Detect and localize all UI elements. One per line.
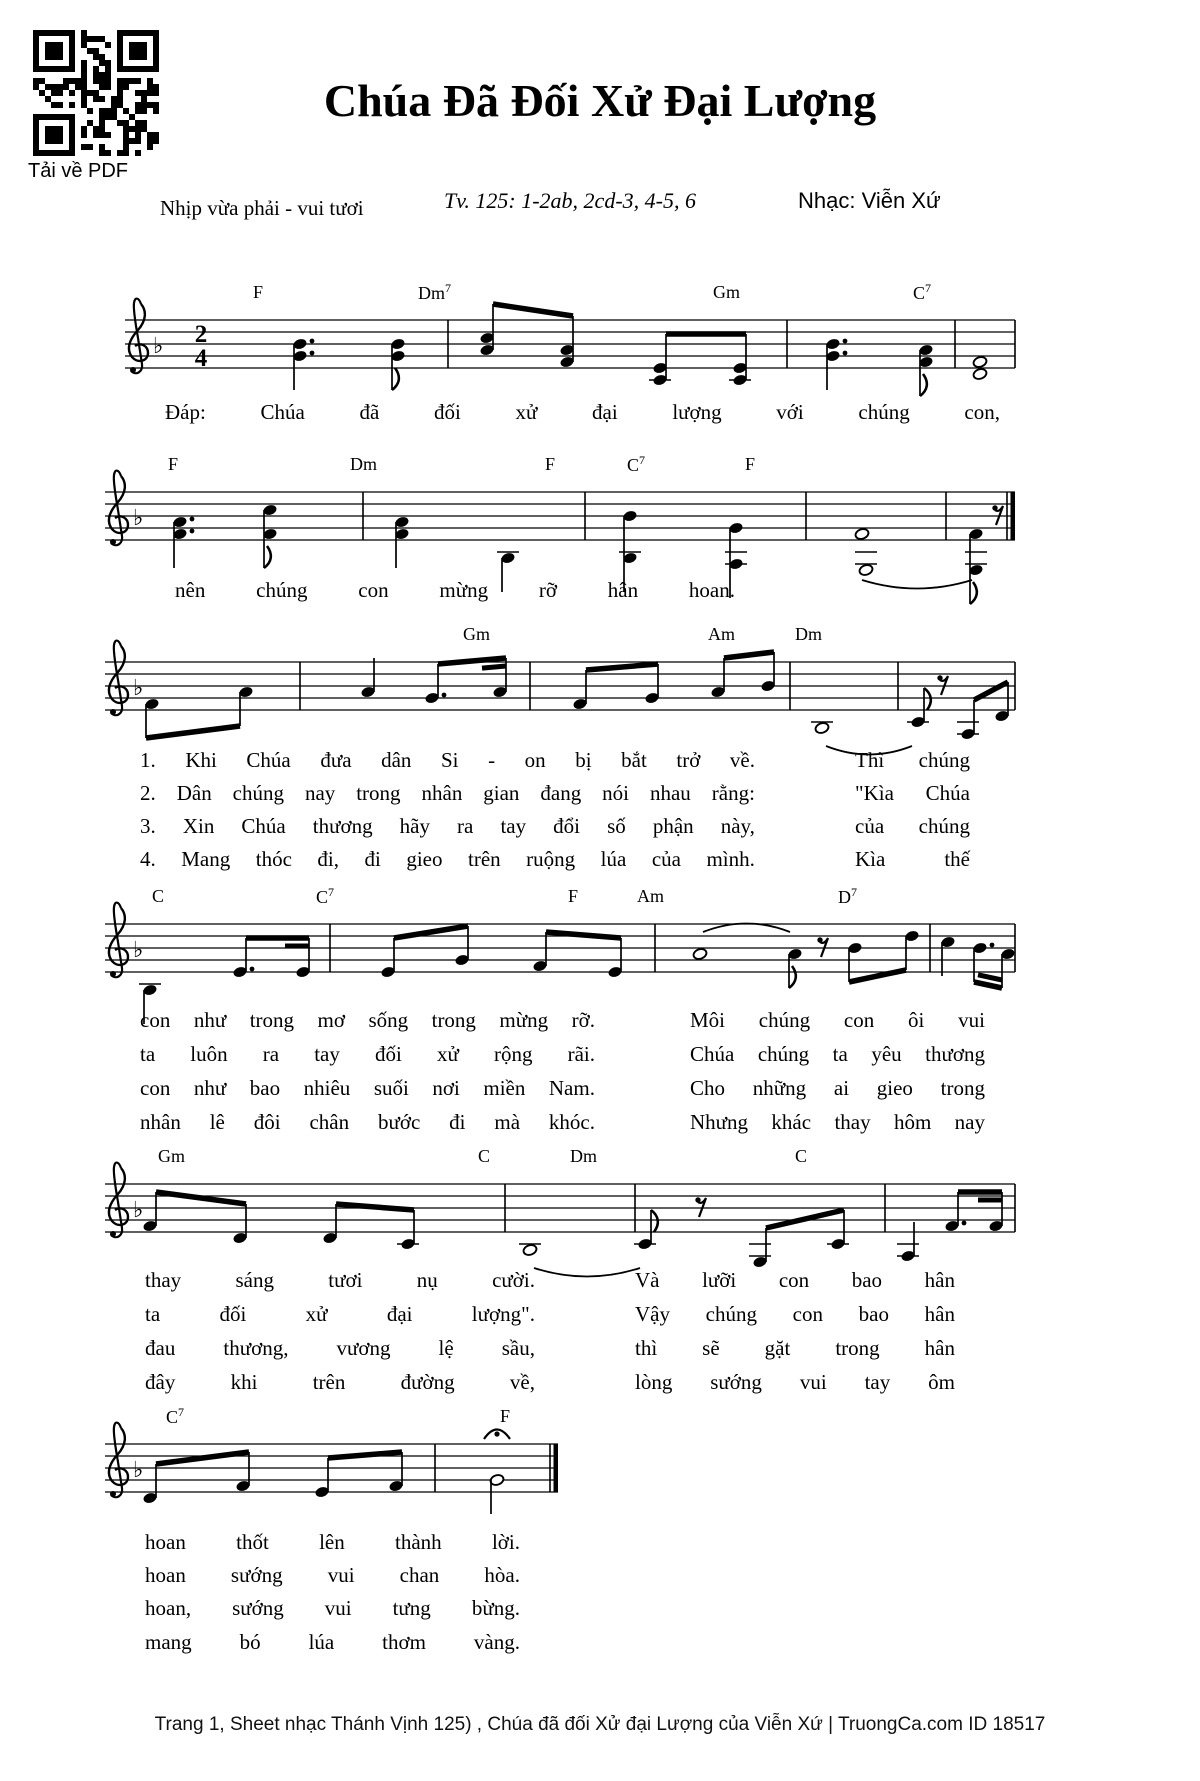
lyric-word: mừng	[439, 578, 489, 602]
lyric-word: của	[651, 847, 681, 871]
chord-extension: 7	[851, 885, 857, 899]
lyric-word: tay	[864, 1370, 891, 1394]
lyric-word: con,	[964, 400, 1000, 424]
lyric-word: vương	[336, 1336, 391, 1360]
lyric-word: lên	[319, 1530, 345, 1554]
chord-label: C	[478, 1146, 491, 1166]
lyric-word: Chúa	[241, 814, 286, 838]
lyric-word: hân	[924, 1268, 955, 1292]
lyric-word: rộng	[493, 1042, 533, 1066]
svg-text:2: 2	[194, 321, 208, 348]
chord-label: F	[253, 282, 264, 302]
lyric-word: chúng	[256, 578, 308, 602]
lyric-word: con	[140, 1076, 171, 1100]
lyric-word: ôm	[928, 1370, 955, 1394]
chord-label: F	[500, 1406, 511, 1426]
lyric-word: thốt	[236, 1530, 269, 1554]
music-system-5	[105, 1163, 1015, 1277]
lyric-word: sướng	[232, 1596, 284, 1620]
lyric-word: đi	[364, 847, 381, 871]
chord-extension: 7	[925, 281, 932, 295]
lyric-word: nơi	[432, 1076, 460, 1100]
lyric-word: Chúa	[260, 400, 305, 424]
lyric-word: Thì	[855, 748, 885, 772]
lyric-word: mơ	[317, 1008, 345, 1032]
lyric-word: nay	[954, 1110, 985, 1134]
lyric-word: trên	[468, 847, 501, 871]
lyric-word: thay	[834, 1110, 871, 1134]
lyric-word: chúng	[232, 781, 284, 805]
chord-label: C	[795, 1146, 808, 1166]
lyric-word: thóc	[255, 847, 292, 871]
lyric-word: đối	[374, 1042, 402, 1066]
lyric-word: con	[792, 1302, 823, 1326]
lyric-word: đi	[449, 1110, 466, 1134]
lyric-word: thì	[635, 1336, 658, 1360]
lyric-word: lúa	[308, 1630, 335, 1654]
lyric-word: chúng	[918, 748, 970, 772]
lyric-word: miền	[483, 1076, 526, 1100]
lyric-word: lúa	[600, 847, 627, 871]
chord-label: Am	[637, 886, 664, 906]
lyric-word: xử	[515, 400, 538, 424]
chord-label: F	[168, 454, 179, 474]
lyric-word: đại	[386, 1302, 413, 1326]
lyric-word: lượng	[672, 400, 722, 424]
page-title: Chúa Đã Đối Xử Đại Lượng	[323, 75, 877, 126]
chord-label: $C^7$	[627, 453, 646, 475]
svg-text:♭: ♭	[133, 1458, 144, 1483]
lyric-word: trở	[676, 748, 701, 772]
lyric-word: thương	[925, 1042, 985, 1066]
chord-label: Dm	[795, 624, 822, 644]
lyric-word: bao	[851, 1268, 883, 1292]
chord-label: Gm	[713, 282, 740, 302]
lyric-word: vui	[799, 1370, 827, 1394]
lyric-word: sống	[368, 1008, 409, 1032]
lyric-word: vui	[327, 1563, 355, 1587]
composer-credit: Nhạc: Viễn Xứ	[798, 188, 941, 213]
lyric-word: thương	[312, 814, 373, 838]
lyric-word: luôn	[190, 1042, 228, 1066]
lyric-word: hòa.	[484, 1563, 520, 1587]
lyric-word: cười.	[492, 1268, 535, 1292]
lyric-word: của	[855, 814, 885, 838]
lyric-word: dân	[381, 748, 412, 772]
lyric-word: Chúa	[246, 748, 291, 772]
lyric-word: ôi	[908, 1008, 925, 1032]
svg-text:4: 4	[194, 345, 208, 372]
chord-label: $C^7$	[913, 281, 932, 303]
tempo-marking: Nhịp vừa phải - vui tươi	[160, 196, 364, 220]
lyric-word: vàng.	[473, 1630, 520, 1654]
lyric-word: con	[358, 578, 389, 602]
lyric-word: Nhưng	[690, 1110, 749, 1134]
lyric-word: Kìa	[855, 847, 886, 871]
lyric-word: thay	[145, 1268, 182, 1292]
lyric-word: gặt	[764, 1336, 791, 1360]
lyric-word: xử	[436, 1042, 459, 1066]
lyric-word: bắt	[621, 748, 647, 772]
lyric-word: tưng	[392, 1596, 431, 1620]
lyric-word: thơm	[382, 1630, 426, 1654]
lyric-word: Chúa	[925, 781, 970, 805]
lyric-word: tay	[500, 814, 527, 838]
chord-label: $D^7$	[838, 885, 857, 907]
lyric-word: bước	[377, 1110, 421, 1134]
chord-label: F	[745, 454, 756, 474]
music-system-3	[105, 641, 1015, 755]
lyric-word: xử	[305, 1302, 328, 1326]
svg-text:♭: ♭	[133, 506, 144, 531]
lyric-word: vui	[958, 1008, 985, 1032]
lyric-word: con	[843, 1008, 875, 1032]
lyric-word: nói	[602, 781, 630, 805]
lyric-word: những	[752, 1076, 807, 1100]
lyric-word: gian	[483, 781, 520, 805]
music-system-4	[105, 903, 1016, 1024]
lyric-word: lệ	[438, 1336, 454, 1360]
lyric-word: số	[607, 814, 626, 838]
lyric-word: vui	[324, 1596, 352, 1620]
lyric-word: thương,	[223, 1336, 289, 1360]
lyric-word: bó	[239, 1630, 261, 1654]
lyric-word: Si	[441, 748, 459, 772]
lyric-word: khác	[771, 1110, 812, 1134]
lyric-word: bị	[575, 748, 592, 772]
lyric-word: khóc.	[548, 1110, 595, 1134]
lyric-word: tươi	[328, 1268, 363, 1292]
lyric-word: con	[140, 1008, 171, 1032]
lyric-word: tay	[314, 1042, 340, 1066]
lyric-word: trong	[835, 1336, 880, 1360]
lyric-word: chân	[309, 1110, 350, 1134]
lyric-word: sáng	[235, 1268, 274, 1292]
lyric-word: Dân	[176, 781, 212, 805]
lyric-word: chúng	[918, 814, 970, 838]
music-system-6	[105, 1423, 558, 1514]
lyric-word: lượng".	[471, 1302, 535, 1326]
lyric-word: hoan	[145, 1530, 186, 1554]
lyric-word: đổi	[553, 814, 580, 838]
lyric-word: rằng:	[711, 781, 755, 805]
lyric-word: mang	[145, 1630, 192, 1654]
chord-label: C	[152, 886, 165, 906]
lyric-word: với	[776, 400, 804, 424]
svg-text:♭: ♭	[153, 334, 164, 359]
lyric-word: như	[193, 1008, 227, 1032]
lyric-word: đang	[540, 781, 582, 805]
lyric-word: ta	[145, 1302, 161, 1326]
chord-extension: 7	[178, 1405, 185, 1419]
lyric-word: chúng	[758, 1008, 811, 1032]
svg-text:♭: ♭	[133, 938, 144, 963]
lyric-word: chúng	[757, 1042, 810, 1066]
lyric-word: Cho	[690, 1076, 726, 1100]
lyric-word: "Kìa	[855, 781, 894, 805]
download-pdf-label[interactable]: Tải về PDF	[28, 160, 129, 182]
chord-label: F	[545, 454, 556, 474]
lyric-word: -	[488, 748, 496, 772]
lyric-word: chúng	[705, 1302, 757, 1326]
chord-label: Dm$^7$	[418, 281, 451, 303]
lyric-word: lê	[209, 1110, 225, 1134]
chord-label: $C^7$	[166, 1405, 185, 1427]
chord-label: Gm	[158, 1146, 185, 1166]
lyric-word: lưỡi	[702, 1268, 737, 1292]
lyric-word: Chúa	[690, 1042, 735, 1066]
lyric-word: sướng	[230, 1563, 283, 1587]
lyric-word: đây	[145, 1370, 176, 1394]
lyric-word: hoan.	[688, 578, 735, 602]
lyric-word: nhân	[140, 1110, 181, 1134]
chord-label: $C^7$	[316, 885, 335, 907]
lyric-word: Đáp:	[165, 400, 206, 424]
lyric-word: đối	[433, 400, 461, 424]
lyric-word: hôm	[893, 1110, 932, 1134]
lyric-word: về,	[509, 1370, 535, 1394]
lyric-word: thế	[944, 847, 970, 871]
lyric-word: hân	[924, 1336, 955, 1360]
lyric-word: sẽ	[702, 1336, 720, 1360]
lyric-word: 4.	[140, 847, 156, 871]
psalm-reference: Tv. 125: 1-2ab, 2cd-3, 4-5, 6	[444, 188, 696, 213]
lyric-word: Nam.	[548, 1076, 595, 1100]
lyric-word: on	[524, 748, 546, 772]
lyric-word: suối	[373, 1076, 409, 1100]
lyric-word: nhân	[421, 781, 463, 805]
music-system-1	[125, 299, 1015, 396]
lyric-word: hân	[607, 578, 639, 602]
lyric-word: như	[193, 1076, 227, 1100]
lyric-word: đường	[400, 1370, 455, 1394]
lyric-word: trong	[249, 1008, 295, 1032]
lyric-word: trong	[356, 781, 401, 805]
lyric-word: đối	[219, 1302, 247, 1326]
lyric-word: chan	[399, 1563, 440, 1587]
lyric-word: trên	[312, 1370, 346, 1394]
svg-text:♭: ♭	[133, 1198, 144, 1223]
lyric-word: nay	[304, 781, 336, 805]
lyric-word: Mang	[181, 847, 231, 871]
footer-caption: Trang 1, Sheet nhạc Thánh Vịnh 125) , Chúa đã đối Xử đại Lượng của Viễn Xứ | TruongCa.com ID 18517	[154, 1714, 1046, 1735]
lyric-word: khi	[230, 1370, 258, 1394]
lyric-word: 3.	[140, 814, 156, 838]
lyric-word: bao	[858, 1302, 889, 1326]
lyric-word: phận	[652, 814, 694, 838]
lyric-word: mừng	[499, 1008, 549, 1032]
lyric-word: yêu	[871, 1042, 902, 1066]
lyric-word: trong	[431, 1008, 476, 1032]
lyric-word: Xin	[182, 814, 215, 838]
lyric-word: về.	[729, 748, 755, 772]
chord-extension: 7	[639, 453, 646, 467]
lyric-word: rỡ.	[571, 1008, 595, 1032]
lyric-word: ruộng	[526, 847, 576, 871]
lyric-word: nhau	[649, 781, 691, 805]
chord-label: F	[568, 886, 579, 906]
lyric-word: đôi	[253, 1110, 281, 1134]
lyric-word: Và	[635, 1268, 660, 1292]
lyric-word: đại	[592, 400, 618, 424]
lyric-word: nhiêu	[303, 1076, 351, 1100]
lyric-word: hân	[924, 1302, 955, 1326]
lyric-word: rãi.	[567, 1042, 595, 1066]
lyric-word: Khi	[185, 748, 217, 772]
lyric-word: hoan	[145, 1563, 186, 1587]
lyric-word: sướng	[710, 1370, 762, 1394]
lyric-word: lòng	[635, 1370, 673, 1394]
lyric-word: nên	[175, 578, 206, 602]
lyric-word: 2.	[140, 781, 156, 805]
lyric-word: ra	[262, 1042, 280, 1066]
lyric-word: con	[778, 1268, 810, 1292]
lyric-word: sầu,	[501, 1336, 535, 1360]
chord-extension: 7	[445, 281, 451, 295]
svg-text:♭: ♭	[133, 676, 144, 701]
chord-label: Dm	[570, 1146, 597, 1166]
lyric-word: đau	[145, 1336, 176, 1360]
lyric-word: gieo	[876, 1076, 913, 1100]
lyric-word: bao	[249, 1076, 281, 1100]
lyric-word: chúng	[858, 400, 910, 424]
lyric-word: ai	[833, 1076, 850, 1100]
chord-label: Dm	[350, 454, 377, 474]
lyric-word: ta	[140, 1042, 156, 1066]
lyric-word: thành	[395, 1530, 442, 1554]
lyric-word: Môi	[690, 1008, 726, 1032]
lyric-word: mình.	[706, 847, 755, 871]
lyric-word: Vậy	[635, 1302, 670, 1326]
chord-label: Am	[708, 624, 735, 644]
lyric-word: đi,	[317, 847, 339, 871]
chord-label: Gm	[463, 624, 490, 644]
lyric-word: ra	[457, 814, 474, 838]
music-system-2	[105, 471, 1015, 604]
lyric-word: mà	[494, 1110, 521, 1134]
lyric-word: bừng.	[471, 1596, 520, 1620]
lyric-word: đã	[359, 400, 380, 424]
lyric-word: hoan,	[145, 1596, 192, 1620]
lyric-word: hãy	[399, 814, 430, 838]
lyric-word: trong	[940, 1076, 985, 1100]
lyric-word: gieo	[406, 847, 443, 871]
lyric-word: đưa	[320, 748, 352, 772]
lyric-word: rỡ	[538, 578, 557, 602]
chord-extension: 7	[328, 885, 335, 899]
lyric-word: lời.	[491, 1530, 520, 1554]
lyric-word: này,	[720, 814, 755, 838]
lyric-word: ta	[832, 1042, 848, 1066]
lyric-word: 1.	[140, 748, 156, 772]
lyric-word: nụ	[416, 1268, 438, 1292]
